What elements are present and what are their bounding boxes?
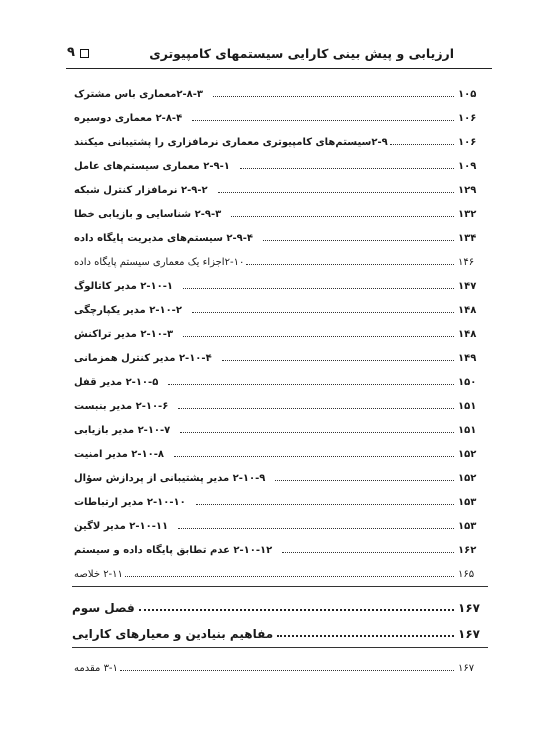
dot-leader	[192, 311, 454, 313]
chapter-title-page: ۱۶۷	[458, 627, 480, 641]
toc-entry[interactable]	[72, 316, 488, 340]
toc-entry[interactable]	[72, 340, 488, 364]
entry-title: ۲-۱۰-۲ مدیر یکپارچگی	[74, 305, 182, 316]
entry-title: ۲-۱۰-۶ مدیر بنبست	[74, 401, 169, 412]
chapter-heading[interactable]	[72, 589, 488, 615]
toc-entry[interactable]	[72, 460, 488, 484]
entry-title: ۲-۹-۲ نرمافزار کنترل شبکه	[74, 185, 208, 196]
toc-entry[interactable]	[72, 100, 488, 124]
dot-leader	[231, 215, 454, 217]
entry-title: ۲-۱۰-۱۱ مدیر لاگین	[74, 521, 169, 532]
toc-entry[interactable]	[72, 532, 488, 556]
entry-page: ۱۰۹	[458, 161, 477, 172]
dot-leader	[218, 191, 454, 193]
toc-entry[interactable]	[72, 508, 488, 532]
entry-title: ۲-۱۰-۵ مدیر قفل	[74, 377, 159, 388]
dot-leader	[213, 95, 454, 97]
entry-page: ۱۶۷	[458, 663, 475, 674]
dot-leader	[275, 479, 454, 481]
entry-page: ۱۵۱	[458, 425, 477, 436]
entry-page: ۱۴۷	[458, 281, 477, 292]
dot-leader	[246, 263, 454, 265]
entry-title: ۲-۹-۴ سیستم‌های مدیریت پایگاه داده	[74, 233, 254, 244]
chapter-label: فصل سوم	[72, 601, 135, 615]
entry-page: ۱۶۵	[458, 569, 475, 580]
entry-page: ۱۰۶	[458, 137, 477, 148]
entry-title: ۲-۹-۱ معماری سیستم‌های عامل	[74, 161, 230, 172]
toc-entry[interactable]	[72, 244, 488, 268]
dot-leader	[168, 383, 454, 385]
toc-entry-intro[interactable]	[72, 650, 488, 674]
toc-entry[interactable]	[72, 292, 488, 316]
entry-title: ۲-۱۰-۱۰ مدیر ارتباطات	[74, 497, 186, 508]
entry-page: ۱۳۴	[458, 233, 477, 244]
entry-page: ۱۰۵	[458, 89, 477, 100]
chapter-page: ۱۶۷	[458, 601, 480, 615]
entry-title: ۲-۹-۳ شناسایی و بازیابی خطا	[74, 209, 222, 220]
dot-leader	[263, 239, 454, 241]
toc-entry[interactable]	[72, 436, 488, 460]
entry-page: ۱۲۹	[458, 185, 477, 196]
dot-leader	[183, 287, 454, 289]
entry-title: ۲-۱۱ خلاصه	[74, 569, 123, 580]
toc-entry[interactable]	[72, 484, 488, 508]
dot-leader	[180, 431, 454, 433]
toc-entry[interactable]	[72, 412, 488, 436]
entry-title: ۲-۱۰-۹ مدیر پشتیبانی از پردازش سؤال	[74, 473, 266, 484]
entry-page: ۱۶۲	[458, 545, 477, 556]
dot-leader	[222, 359, 454, 361]
toc-entry[interactable]	[72, 220, 488, 244]
entry-title: ۲-۱۰-۳ مدیر تراکنش	[74, 329, 174, 340]
entry-title: ۲-۱۰-۱ مدیر کاتالوگ	[74, 281, 173, 292]
toc-entry[interactable]	[72, 196, 488, 220]
entry-title: ۲-۸-۴ معماری دوسیره	[74, 113, 183, 124]
page-number: ۹	[67, 45, 75, 60]
toc-entry[interactable]	[72, 148, 488, 172]
toc-entry[interactable]	[72, 388, 488, 412]
divider	[72, 586, 488, 587]
entry-title: ۲-۸-۳معماری باس مشترک	[74, 89, 204, 100]
chapter-title-row[interactable]	[72, 615, 488, 641]
square-icon	[80, 49, 89, 58]
dot-leader	[125, 575, 454, 577]
entry-page: ۱۵۲	[458, 473, 477, 484]
dot-leader	[192, 119, 454, 121]
dot-leader	[178, 527, 454, 529]
dot-leader	[282, 551, 454, 553]
entry-page: ۱۵۱	[458, 401, 477, 412]
entry-page: ۱۴۸	[458, 329, 477, 340]
dot-leader	[139, 608, 454, 611]
dot-leader	[240, 167, 454, 169]
dot-leader	[183, 335, 454, 337]
toc-entry[interactable]	[72, 124, 488, 148]
entry-page: ۱۰۶	[458, 113, 477, 124]
entry-page: ۱۵۳	[458, 497, 477, 508]
entry-title: ۳-۱ مقدمه	[74, 663, 118, 674]
dot-leader	[196, 503, 454, 505]
toc-entry[interactable]	[72, 268, 488, 292]
toc-entry[interactable]	[72, 76, 488, 100]
toc-rows	[72, 76, 488, 580]
entry-page: ۱۵۳	[458, 521, 477, 532]
dot-leader	[174, 455, 454, 457]
entry-page: ۱۴۸	[458, 305, 477, 316]
entry-page: ۱۴۶	[458, 257, 475, 268]
book-title: ارزیابی و پیش بینی کارایی سیستمهای کامپیوتری	[149, 46, 454, 61]
entry-title: ۲-۹سیستم‌های کامپیوتری معماری نرمافزاری را پشتیبانی میکنند	[74, 137, 388, 148]
dot-leader	[277, 634, 454, 637]
entry-page: ۱۴۹	[458, 353, 477, 364]
page-header	[66, 38, 492, 69]
chapter-title: مفاهیم بنیادین و معیارهای کارایی	[72, 627, 274, 641]
dot-leader	[390, 143, 454, 145]
entry-title: ۲-۱۰-۷ مدیر بازیابی	[74, 425, 171, 436]
divider	[72, 647, 488, 648]
dot-leader	[120, 669, 454, 671]
entry-title: ۲-۱۰-۴ مدیر کنترل همزمانی	[74, 353, 212, 364]
entry-page: ۱۵۰	[458, 377, 477, 388]
entry-title: ۲-۱۰-۱۲ عدم تطابق پایگاه داده و سیستم	[74, 545, 273, 556]
entry-page: ۱۵۲	[458, 449, 477, 460]
table-of-contents	[72, 76, 488, 674]
toc-entry[interactable]	[72, 556, 488, 580]
dot-leader	[178, 407, 454, 409]
toc-entry[interactable]	[72, 172, 488, 196]
entry-title: ۲-۱۰اجزاء یک معماری سیستم پایگاه داده	[74, 257, 245, 268]
entry-title: ۲-۱۰-۸ مدیر امنیت	[74, 449, 164, 460]
entry-page: ۱۳۲	[458, 209, 477, 220]
toc-entry[interactable]	[72, 364, 488, 388]
